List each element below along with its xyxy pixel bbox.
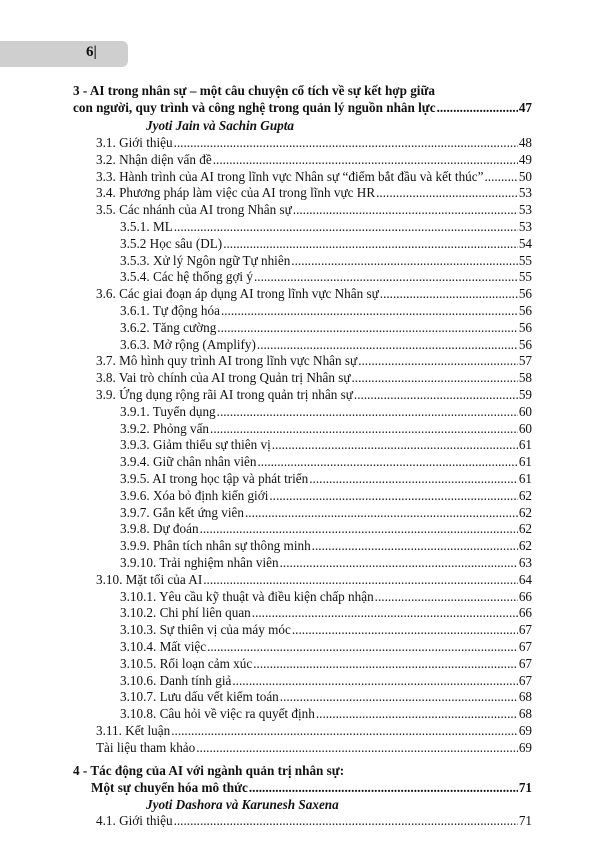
toc-entry-page: 63 [518, 555, 532, 570]
dot-leader [210, 421, 518, 437]
toc-entry-page: 61 [518, 437, 532, 453]
toc-entry [120, 471, 532, 487]
toc-entry-page: 55 [518, 269, 532, 285]
toc-entry [120, 689, 532, 705]
dot-leader [380, 286, 518, 302]
toc-entry-page: 56 [518, 303, 532, 318]
toc-entry [120, 421, 532, 437]
dot-leader [249, 780, 518, 796]
toc-entry [96, 202, 532, 218]
toc-entry-page: 71 [518, 813, 532, 828]
dot-leader [352, 370, 518, 386]
chapter4-title-line2 [91, 780, 532, 796]
toc-entry-page: 54 [518, 235, 532, 251]
toc-entry-label: 3.9.9. Phân tích nhân sự thông minh [120, 538, 311, 554]
dot-leader [291, 253, 518, 269]
toc-entry-label: 3.3. Hành trình của AI trong lĩnh vực Nhân sự “điểm bắt đầu và kết thúc” [96, 168, 484, 184]
toc-entry-label: 3.10.3. Sự thiên vị của máy móc [120, 622, 291, 638]
dot-leader [200, 521, 518, 537]
toc-entry [120, 404, 532, 420]
dot-leader [174, 135, 518, 151]
toc-entry [96, 572, 532, 588]
toc-entry-page: 61 [518, 471, 532, 486]
toc-entry [120, 303, 532, 319]
dot-leader [354, 387, 518, 403]
dot-leader [245, 505, 518, 521]
toc-entry-label: 3.7. Mô hình quy trình AI trong lĩnh vực Nhân sự [96, 353, 358, 369]
toc-entry [96, 286, 532, 302]
toc-entry [96, 152, 532, 168]
toc-entry [96, 370, 532, 386]
toc-entry [120, 555, 532, 571]
toc-entry [96, 169, 532, 185]
toc-entry-label: 3.9.8. Dự đoán [120, 521, 199, 537]
toc-entry-page: 62 [518, 487, 532, 503]
toc-entry-label: 3.10.6. Danh tính giả [120, 672, 232, 688]
chapter3-title-text: con người, quy trình và công nghệ trong quản lý nguồn nhân lực [73, 100, 436, 115]
dot-leader [376, 185, 518, 201]
toc-entry-page: 67 [518, 672, 532, 688]
toc-entry-label: 3.10.1. Yêu cầu kỹ thuật và điều kiện chấp nhận [120, 588, 374, 604]
dot-leader [316, 706, 518, 722]
toc-entry-page: 69 [518, 739, 532, 755]
toc-entry [120, 454, 532, 470]
toc-entry-page: 53 [518, 219, 532, 234]
toc-entry-label: 3.10.7. Lưu dấu vết kiểm toán [120, 689, 279, 705]
dot-leader [269, 488, 517, 504]
chapter4-authors: Jyoti Dashora và Karunesh Saxena [146, 797, 339, 812]
toc-entry [120, 538, 532, 554]
toc-entry-label: 3.10.5. Rối loạn cảm xúc [120, 655, 253, 671]
toc-entry-label: 3.6.3. Mở rộng (Amplify) [120, 336, 256, 352]
toc-entry-page: 68 [518, 706, 532, 722]
toc-entry [120, 589, 532, 605]
dot-leader [484, 169, 517, 185]
toc-entry [96, 740, 532, 756]
toc-entry-label: 3.5.3. Xử lý Ngôn ngữ Tự nhiên [120, 252, 291, 268]
toc-entry-label: 3.5.4. Các hệ thống gợi ý [120, 269, 253, 285]
toc-entry-page: 53 [518, 185, 532, 201]
dot-leader [174, 219, 518, 235]
toc-entry-label: 3.10. Mặt tối của AI [96, 571, 203, 587]
toc-entry-label: 3.10.4. Mất việc [120, 639, 207, 654]
toc-entry-label: 3.10.8. Câu hỏi về việc ra quyết định [120, 706, 315, 722]
toc-entry-page: 68 [518, 689, 532, 705]
toc-entry-label: 3.9.1. Tuyển dụng [120, 403, 216, 419]
dot-leader [252, 605, 518, 621]
chapter4-page: 71 [518, 780, 532, 795]
page-number: 6| [86, 44, 97, 60]
dot-leader [203, 572, 518, 588]
toc-entry-label: 3.5.1. ML [120, 219, 173, 234]
toc-entry [96, 387, 532, 403]
toc-entry-page: 57 [518, 353, 532, 369]
toc-entry [120, 622, 532, 638]
toc-entry-page: 48 [518, 135, 532, 150]
toc-entry [96, 723, 532, 739]
toc-entry [96, 185, 532, 201]
dot-leader [375, 589, 518, 605]
toc-entry [120, 656, 532, 672]
toc-entry-page: 53 [518, 202, 532, 218]
dot-leader [437, 100, 518, 116]
toc-entry [120, 605, 532, 621]
toc-entry [96, 135, 532, 151]
toc-entry-label: 3.5. Các nhánh của AI trong Nhân sự [96, 202, 292, 218]
dot-leader [207, 639, 518, 655]
toc-entry-page: 62 [518, 538, 532, 554]
chapter3-title-line2 [73, 100, 532, 116]
toc-entry-label: 3.9.10. Trải nghiệm nhân viên [120, 555, 279, 570]
dot-leader [312, 538, 518, 554]
toc-entry-label: 3.9. Ứng dụng rộng rãi AI trong quản trị nhân sự [96, 387, 353, 402]
toc-entry [120, 706, 532, 722]
dot-leader [213, 152, 518, 168]
dot-leader [257, 337, 518, 353]
toc-entry [120, 521, 532, 537]
dot-leader [171, 723, 518, 739]
toc-entry-page: 60 [518, 403, 532, 419]
toc-entry-label: 3.1. Giới thiệu [96, 135, 173, 150]
dot-leader [232, 673, 517, 689]
toc-entry-page: 67 [518, 622, 532, 638]
dot-leader [280, 689, 518, 705]
page-number-tab [0, 41, 128, 67]
toc-entry-label: 3.8. Vai trò chính của AI trong Quản trị Nhân sự [96, 370, 351, 386]
chapter3-title-line1: 3 - AI trong nhân sự – một câu chuyện cổ tích về sự kết hợp giữa [73, 83, 435, 98]
toc-entry-page: 60 [518, 420, 532, 436]
dot-leader [280, 555, 518, 571]
toc-entry [120, 505, 532, 521]
toc-entry [120, 253, 532, 269]
toc-entry [120, 639, 532, 655]
toc-entry-label: 3.9.2. Phỏng vấn [120, 420, 210, 436]
toc-entry-page: 62 [518, 504, 532, 520]
toc-entry [120, 673, 532, 689]
toc-entry-label: 3.2. Nhận diện vấn đề [96, 151, 212, 167]
toc-entry [120, 337, 532, 353]
toc-entry-page: 61 [518, 454, 532, 470]
toc-entry [120, 219, 532, 235]
dot-leader [217, 320, 518, 336]
dot-leader [254, 269, 518, 285]
toc-entry-label: 3.5.2 Học sâu (DL) [120, 235, 223, 251]
toc-entry-label: 3.9.5. AI trong học tập và phát triển [120, 471, 309, 486]
toc-entry-page: 49 [518, 151, 532, 167]
toc-entry-page: 50 [518, 168, 532, 184]
toc-entry-page: 56 [518, 319, 532, 335]
toc-entry-label: 3.6. Các giai đoạn áp dụng AI trong lĩnh vực Nhân sự [96, 286, 379, 302]
toc-entry [96, 353, 532, 369]
toc-entry-page: 56 [518, 286, 532, 302]
dot-leader [223, 236, 518, 252]
chapter4-title-text: Một sự chuyển hóa mô thức [91, 780, 248, 795]
dot-leader [221, 303, 518, 319]
toc-entry [120, 236, 532, 252]
dot-leader [174, 813, 518, 829]
dot-leader [293, 202, 518, 218]
toc-entry-label: 4.1. Giới thiệu [96, 813, 173, 828]
dot-leader [272, 437, 518, 453]
toc-entry-page: 64 [518, 571, 532, 587]
dot-leader [309, 471, 518, 487]
toc-entry-page: 55 [518, 252, 532, 268]
chapter4-title-line1: 4 - Tác động của AI với ngành quản trị nhân sự: [73, 763, 345, 778]
toc-entry-page: 69 [518, 723, 532, 738]
toc-entry [120, 437, 532, 453]
dot-leader [196, 740, 518, 756]
dot-leader [292, 622, 518, 638]
toc-entry-page: 66 [518, 605, 532, 621]
toc-entry-label: 3.9.6. Xóa bỏ định kiến giới [120, 487, 269, 503]
toc-entry-page: 67 [518, 655, 532, 671]
toc-entry [120, 269, 532, 285]
dot-leader [253, 656, 518, 672]
toc-entry-page: 59 [518, 387, 532, 402]
toc-entry [120, 320, 532, 336]
toc-entry-label: Tài liệu tham khảo [96, 739, 196, 755]
dot-leader [217, 404, 518, 420]
toc-entry-page: 62 [518, 521, 532, 537]
toc-entry-page: 58 [518, 370, 532, 386]
toc-entry-label: 3.9.3. Giảm thiểu sự thiên vị [120, 437, 271, 453]
toc-entry-page: 67 [518, 639, 532, 654]
toc-entry-page: 56 [518, 336, 532, 352]
dot-leader [358, 353, 518, 369]
toc-entry-label: 3.4. Phương pháp làm việc của AI trong lĩnh vực HR [96, 185, 376, 201]
toc-entry-label: 3.10.2. Chi phí liên quan [120, 605, 251, 621]
toc-entry-label: 3.9.4. Giữ chân nhân viên [120, 454, 257, 470]
dot-leader [257, 454, 517, 470]
toc-entry-label: 3.6.1. Tự động hóa [120, 303, 220, 318]
toc-entry [96, 813, 532, 829]
chapter3-page: 47 [518, 100, 532, 115]
toc-entry-label: 3.6.2. Tăng cường [120, 319, 217, 335]
toc-entry-label: 3.9.7. Gắn kết ứng viên [120, 504, 244, 520]
toc-entry [120, 488, 532, 504]
toc-entry-page: 66 [518, 588, 532, 604]
toc-entry-label: 3.11. Kết luận [96, 723, 171, 738]
chapter3-authors: Jyoti Jain và Sachin Gupta [146, 118, 295, 133]
